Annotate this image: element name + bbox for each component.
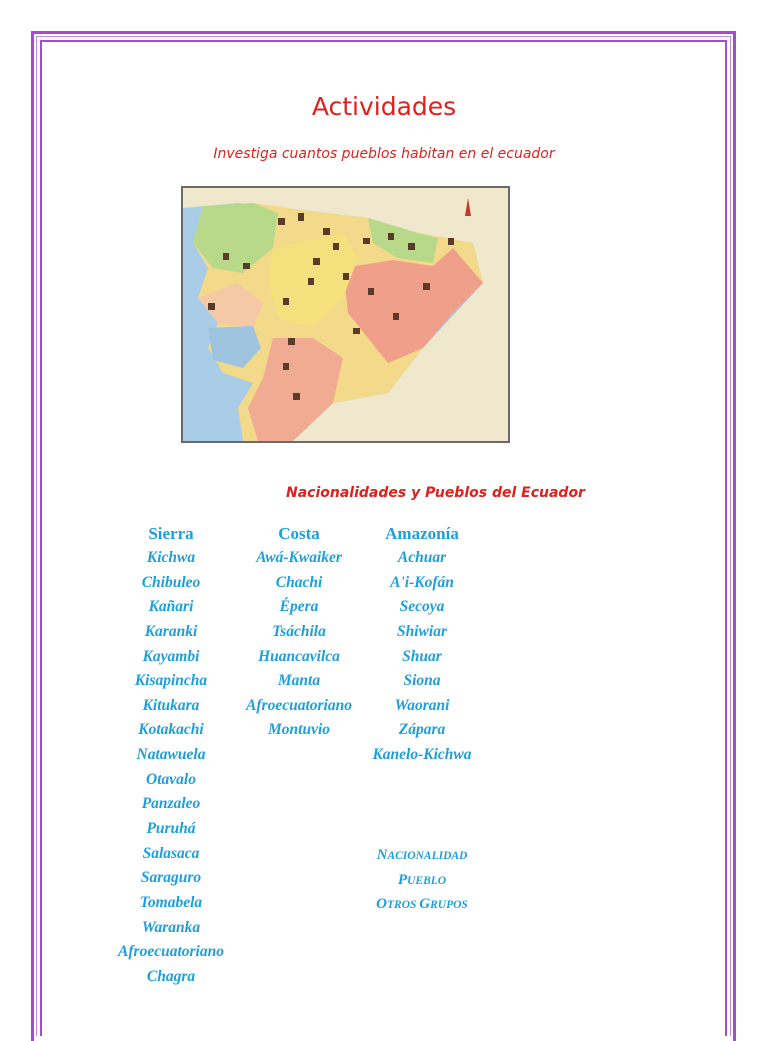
list-item: Achuar	[397, 549, 447, 566]
list-item: Waranka	[141, 918, 201, 936]
ecuador-peoples-map	[181, 186, 510, 443]
list-item: Épera	[279, 598, 319, 616]
column-amazonia	[347, 522, 497, 768]
list-item: Montuvio	[267, 721, 330, 739]
legend	[347, 843, 497, 917]
legend-item-otros-grupos: OTROS GRUPOS	[376, 896, 468, 913]
section-heading: Nacionalidades y Pueblos del Ecuador	[286, 485, 585, 501]
column-header: Costa	[278, 524, 320, 543]
list-item: Kichwa	[146, 549, 196, 566]
list-item: Chibuleo	[141, 573, 201, 591]
list-item: Waorani	[394, 696, 450, 714]
list-item: Karanki	[144, 622, 198, 640]
column-header: Amazonía	[385, 524, 459, 543]
list-item: Awá-Kwaiker	[256, 549, 342, 566]
list-item: Tomabela	[139, 893, 203, 911]
list-item: Panzaleo	[141, 795, 201, 813]
column-header: Sierra	[148, 524, 194, 543]
list-item: Kotakachi	[138, 721, 204, 739]
list-item: Salasaca	[142, 844, 200, 862]
list-item: Manta	[277, 672, 321, 690]
list-item: Secoya	[399, 598, 445, 616]
list-item: Natawuela	[136, 746, 206, 764]
list-item: Huancavilca	[258, 647, 340, 665]
list-item: Puruhá	[146, 820, 196, 838]
list-item: Siona	[403, 672, 441, 690]
list-item: Kanelo-Kichwa	[372, 746, 472, 764]
list-item: Shiwiar	[397, 622, 447, 640]
list-item: Chagra	[146, 967, 196, 985]
list-item: Kitukara	[142, 696, 200, 714]
list-item: A'i-Kofán	[390, 573, 454, 591]
legend-item-nacionalidad: NACIONALIDAD	[376, 847, 468, 863]
list-item: Saraguro	[140, 869, 202, 887]
legend-item-pueblo: PUEBLO	[397, 871, 447, 888]
list-item: Kañari	[148, 598, 194, 616]
list-item: Shuar	[402, 647, 442, 665]
list-item: Afroecuatoriano	[246, 696, 352, 714]
page-subtitle: Investiga cuantos pueblos habitan en el ecuador	[213, 146, 555, 162]
list-item: Chachi	[275, 573, 323, 591]
list-item: Zápara	[398, 721, 446, 739]
page-title: Actividades	[311, 92, 457, 121]
list-item: Otavalo	[146, 770, 196, 788]
list-item: Kayambi	[142, 647, 200, 665]
list-item: Tsáchila	[272, 622, 326, 640]
list-item: Kisapincha	[134, 672, 208, 690]
list-item: Afroecuatoriano	[118, 943, 224, 961]
